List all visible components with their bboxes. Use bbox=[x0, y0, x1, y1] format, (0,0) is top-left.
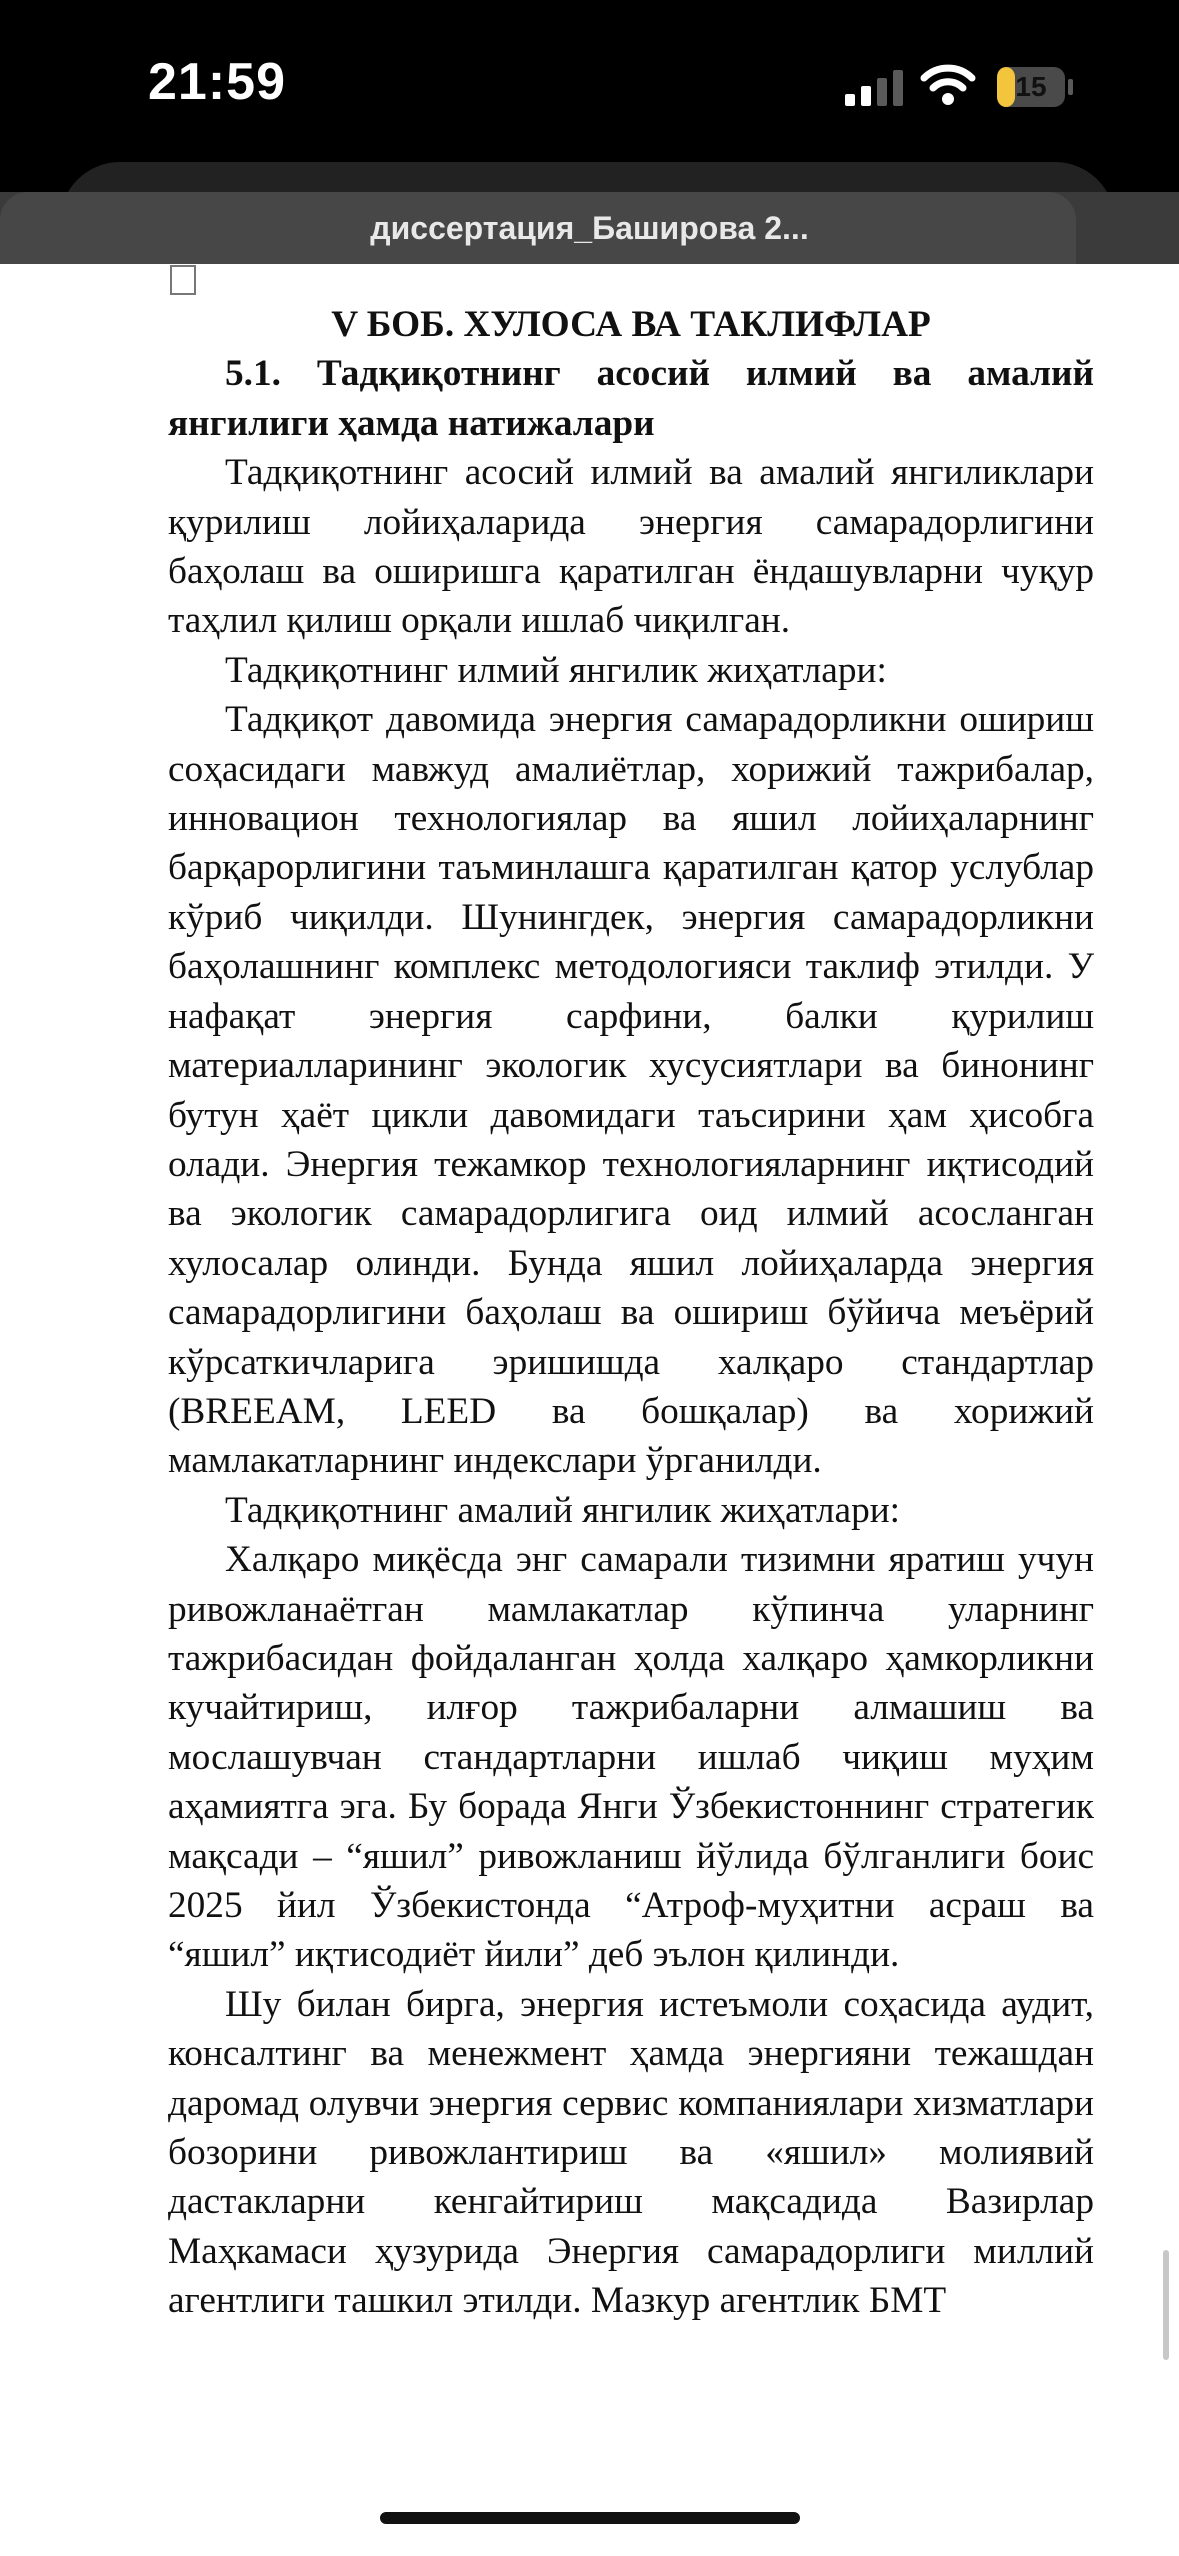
home-indicator[interactable] bbox=[380, 2512, 800, 2524]
wifi-icon bbox=[920, 62, 976, 106]
cellular-signal-icon bbox=[845, 70, 905, 106]
battery-icon bbox=[996, 66, 1074, 108]
paragraph: Халқаро миқёсда энг самарали тизимни яратиш учун ривожланаётган мамлакатлар кўпинча уларнинг тажрибасидан фойдаланган ҳолда халқаро ҳамкорликни кучайтириш, илғор тажрибаларни алмашиш ва мослашувчан стандартларни ишлаб чиқиш муҳим аҳамиятга эга. Бу борада Янги Ўзбекистоннинг стратегик мақсади – “яшил” ривожланиш йўлида бўлганлиги боис 2025 йил Ўзбекистонда “Атроф-муҳитни асраш ва “яшил” иқтисодиёт йили” деб эълон қилинди. bbox=[168, 1539, 1094, 1976]
section-title: 5.1. Тадқиқотнинг асосий илмий ва амалий янгилиги ҳамда натижалари bbox=[168, 353, 1094, 444]
paragraph: Шу билан бирга, энергия истеъмоли соҳасида аудит, консалтинг ва менежмент ҳамда энергияни тежашдан даромад олувчи энергия сервис компаниялари хизматлари бозорини ривожлантириш ва «яшил» молиявий дастакларни кенгайтириш мақсадида Вазирлар Маҳкамаси ҳузурида Энергия самарадорлиги миллий агентлиги ташкил этилди. Мазкур агентлик БМТ bbox=[168, 1983, 1094, 2322]
paragraph: Тадқиқотнинг амалий янгилик жиҳатлари: bbox=[225, 1489, 901, 1531]
battery-level: 15 bbox=[1015, 71, 1047, 102]
placeholder-glyph-icon bbox=[170, 265, 196, 295]
status-time: 21:59 bbox=[148, 53, 286, 111]
document-text bbox=[168, 300, 1094, 2326]
paragraph: Тадқиқот давомида энергия самарадорликни ошириш соҳасидаги мавжуд амалиётлар, хорижий тажрибалар, инновацион технологиялар ва яшил лойиҳаларнинг барқарорлигини таъминлашга қаратилган қатор услублар кўриб чиқилди. Шунингдек, энергия самарадорликни баҳолашнинг комплекс методологияси таклиф этилди. У нафақат энергия сарфини, балки қурилиш материалларининг экологик хусусиятлари ва бинонинг бутун ҳаёт цикли давомидаги таъсирини ҳам ҳисобга олади. Энергия тежамкор технологияларнинг иқтисодий ва экологик самарадорлигига оид илмий асосланган хулосалар олинди. Бунда яшил лойиҳаларда энергия самарадорлигини баҳолаш ва ошириш бўйича меъёрий кўрсаткичларига эришишда халқаро стандартлар (BREEAM, LEED ва бошқалар) ва хорижий мамлакатларнинг индекслари ўрганилди. bbox=[168, 699, 1094, 1482]
paragraph: Тадқиқотнинг илмий янгилик жиҳатлари: bbox=[225, 649, 887, 691]
scroll-indicator[interactable] bbox=[1163, 2250, 1169, 2360]
paragraph: Тадқиқотнинг асосий илмий ва амалий янгиликлари қурилиш лойиҳаларида энергия самарадорлигини баҳолаш ва оширишга қаратилган ёндашувларни чуқур таҳлил қилиш орқали ишлаб чиқилган. bbox=[168, 452, 1094, 642]
document-title[interactable]: диссертация_Баширова 2... bbox=[370, 210, 809, 246]
chapter-title: V БОБ. ХУЛОСА ВА ТАКЛИФЛАР bbox=[331, 304, 931, 345]
